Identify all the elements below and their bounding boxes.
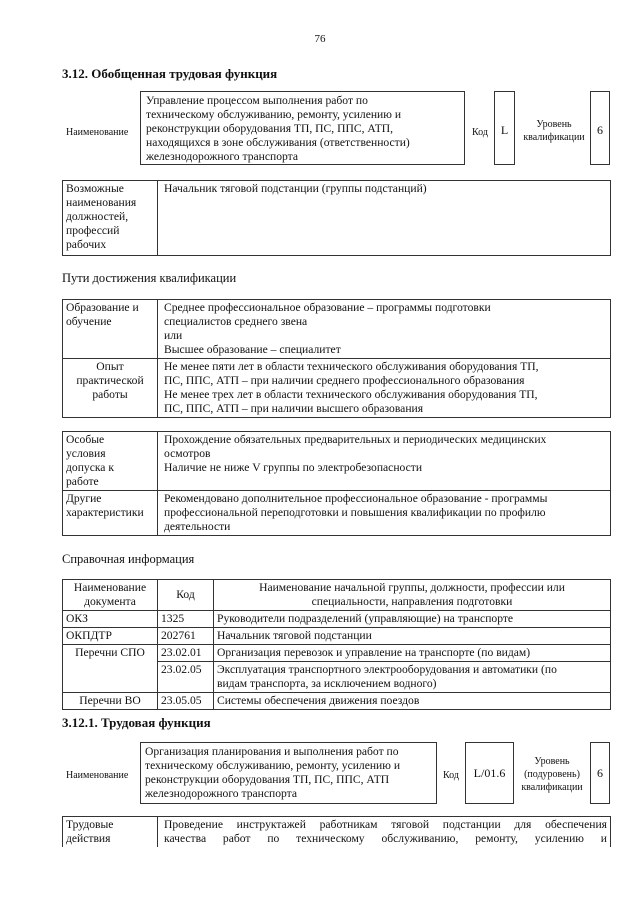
label-line: обучение (66, 315, 112, 328)
name-line: техническому обслуживанию, ремонту, усилению и (146, 108, 402, 121)
cell-name (214, 662, 611, 693)
label-line: должностей, (66, 210, 129, 223)
row-label (63, 817, 158, 848)
name-line: Управление процессом выполнения работ по (146, 94, 368, 107)
code-label: Код (472, 127, 488, 138)
table-row (63, 432, 611, 491)
col-header-document (63, 580, 158, 611)
value-line: Прохождение обязательных предварительных и периодических медицинских (164, 433, 547, 446)
value-line: деятельности (164, 520, 231, 533)
value-line: Наличие не ниже V группы по электробезопасности (164, 461, 423, 474)
qualification-paths-heading: Пути достижения квалификации (62, 271, 237, 285)
header-line: документа (84, 595, 136, 608)
cell-code: 23.05.05 (158, 693, 214, 710)
label-line: характеристики (66, 506, 144, 519)
code-value: L (500, 123, 509, 137)
positions-value: Начальник тяговой подстанции (группы подстанций) (158, 181, 611, 256)
level-label-line: (подуровень) (524, 769, 580, 780)
label-line: рабочих (66, 238, 107, 251)
level-label (518, 118, 590, 144)
label-line: Образование и (66, 301, 139, 314)
row-value (158, 432, 611, 491)
level-label-line: Уровень (534, 756, 570, 767)
table-row (63, 611, 611, 628)
level-label-line: квалификации (523, 132, 585, 143)
level-label-line: квалификации (521, 782, 583, 793)
name-line: видам транспорта, за исключением водного) (217, 677, 437, 690)
name-line: находящихся в зоне обслуживания (ответственности) (146, 136, 410, 149)
level-value-box (590, 742, 610, 804)
name-label: Наименование (66, 127, 129, 138)
label-line: Особые (66, 433, 105, 446)
table-row (63, 817, 611, 848)
code-value-box (494, 91, 515, 165)
name-line: Организация планирования и выполнения работ по (145, 745, 399, 758)
cell-doc: Перечни СПО (63, 645, 158, 693)
row-label (63, 300, 158, 359)
page-number: 76 (314, 33, 326, 45)
cell-code: 1325 (158, 611, 214, 628)
section-heading-3-12-1: 3.12.1. Трудовая функция (62, 715, 211, 730)
level-value: 6 (597, 766, 603, 780)
label-line: допуска к (66, 461, 114, 474)
positions-label (63, 181, 158, 256)
row-value (158, 491, 611, 536)
header-line: Наименование (73, 581, 147, 594)
label-line: работе (66, 475, 99, 488)
label-line: наименования (66, 196, 137, 209)
name-line: железнодорожного транспорта (145, 787, 297, 800)
table-row (63, 645, 611, 662)
value-line: Проведение инструктажей работникам тяговой подстанции для обеспечения (164, 818, 607, 831)
value-line: ПС, ППС, АТП – при наличии высшего образования (164, 402, 424, 415)
label-line: работы (92, 388, 128, 401)
level-label (516, 755, 588, 794)
value-line: профессиональной переподготовки и повышения квалификации по профилю (164, 506, 546, 519)
level-label-line: Уровень (536, 119, 572, 130)
name-label: Наименование (66, 770, 129, 781)
cell-doc: ОКЗ (63, 611, 158, 628)
label-line: профессий (66, 224, 120, 237)
name-line: железнодорожного транспорта (146, 150, 298, 163)
value-line: Рекомендовано дополнительное профессиональное образование - программы (164, 492, 548, 505)
value-line: ПС, ППС, АТП – при наличии среднего профессионального образования (164, 374, 525, 387)
reference-heading: Справочная информация (62, 552, 195, 566)
value-line: или (164, 329, 183, 342)
value-line: Не менее трех лет в области технического обслуживания оборудования ТП, (164, 388, 538, 401)
table-header-row (63, 580, 611, 611)
cell-name: Начальник тяговой подстанции (214, 628, 611, 645)
row-label (63, 491, 158, 536)
label-line: условия (66, 447, 106, 460)
reference-table (62, 579, 611, 710)
level-value-box (590, 91, 610, 165)
name-line: реконструкции оборудования ТП, ПС, ППС, АТП (145, 773, 390, 786)
cell-name: Организация перевозок и управление на транспорте (по видам) (214, 645, 611, 662)
code-value-box (465, 742, 514, 804)
qualification-paths-table (62, 299, 611, 418)
name-line: техническому обслуживанию, ремонту, усилению и (145, 759, 401, 772)
cell-code: 23.02.05 (158, 662, 214, 693)
general-function-name-box (140, 91, 465, 165)
table-row (63, 628, 611, 645)
name-line: реконструкции оборудования ТП, ПС, ППС, АТП, (146, 122, 394, 135)
value-line: Среднее профессиональное образование – программы подготовки (164, 301, 491, 314)
label-line: Возможные (66, 182, 124, 195)
label-line: действия (66, 832, 111, 845)
cell-doc: Перечни ВО (63, 693, 158, 710)
col-header-name (214, 580, 611, 611)
cell-code: 202761 (158, 628, 214, 645)
row-label (63, 432, 158, 491)
cell-code: 23.02.01 (158, 645, 214, 662)
positions-table (62, 180, 611, 256)
level-value: 6 (597, 123, 603, 137)
value-line: Не менее пяти лет в области технического обслуживания оборудования ТП, (164, 360, 539, 373)
code-label: Код (443, 770, 459, 781)
labor-actions-table (62, 816, 611, 847)
code-value: L/01.6 (473, 766, 506, 780)
label-line: Другие (66, 492, 102, 505)
name-line: Эксплуатация транспортного электрооборудования и автоматики (по (217, 663, 557, 676)
label-line: Опыт (96, 360, 124, 373)
value-line: Высшее образование – специалитет (164, 343, 341, 356)
row-value (158, 300, 611, 359)
header-line: Наименование начальной группы, должности, профессии или (259, 581, 565, 594)
value-line: осмотров (164, 447, 211, 460)
table-row (63, 359, 611, 418)
section-heading-3-12: 3.12. Обобщенная трудовая функция (62, 66, 278, 81)
cell-name: Системы обеспечения движения поездов (214, 693, 611, 710)
table-row (63, 491, 611, 536)
value-line: качества работ по техническому обслуживанию, ремонту, усилению и (164, 832, 607, 845)
value-line: специалистов среднего звена (164, 315, 308, 328)
table-row (63, 693, 611, 710)
label-line: Трудовые (66, 818, 114, 831)
header-line: специальности, направления подготовки (311, 595, 513, 608)
row-value (158, 359, 611, 418)
table-row (63, 300, 611, 359)
labor-function-name-box (140, 742, 437, 804)
special-conditions-table (62, 431, 611, 536)
row-label (63, 359, 158, 418)
label-line: практической (76, 374, 144, 387)
row-value (158, 817, 611, 848)
cell-doc: ОКПДТР (63, 628, 158, 645)
cell-name: Руководители подразделений (управляющие) на транспорте (214, 611, 611, 628)
col-header-code: Код (158, 580, 214, 611)
